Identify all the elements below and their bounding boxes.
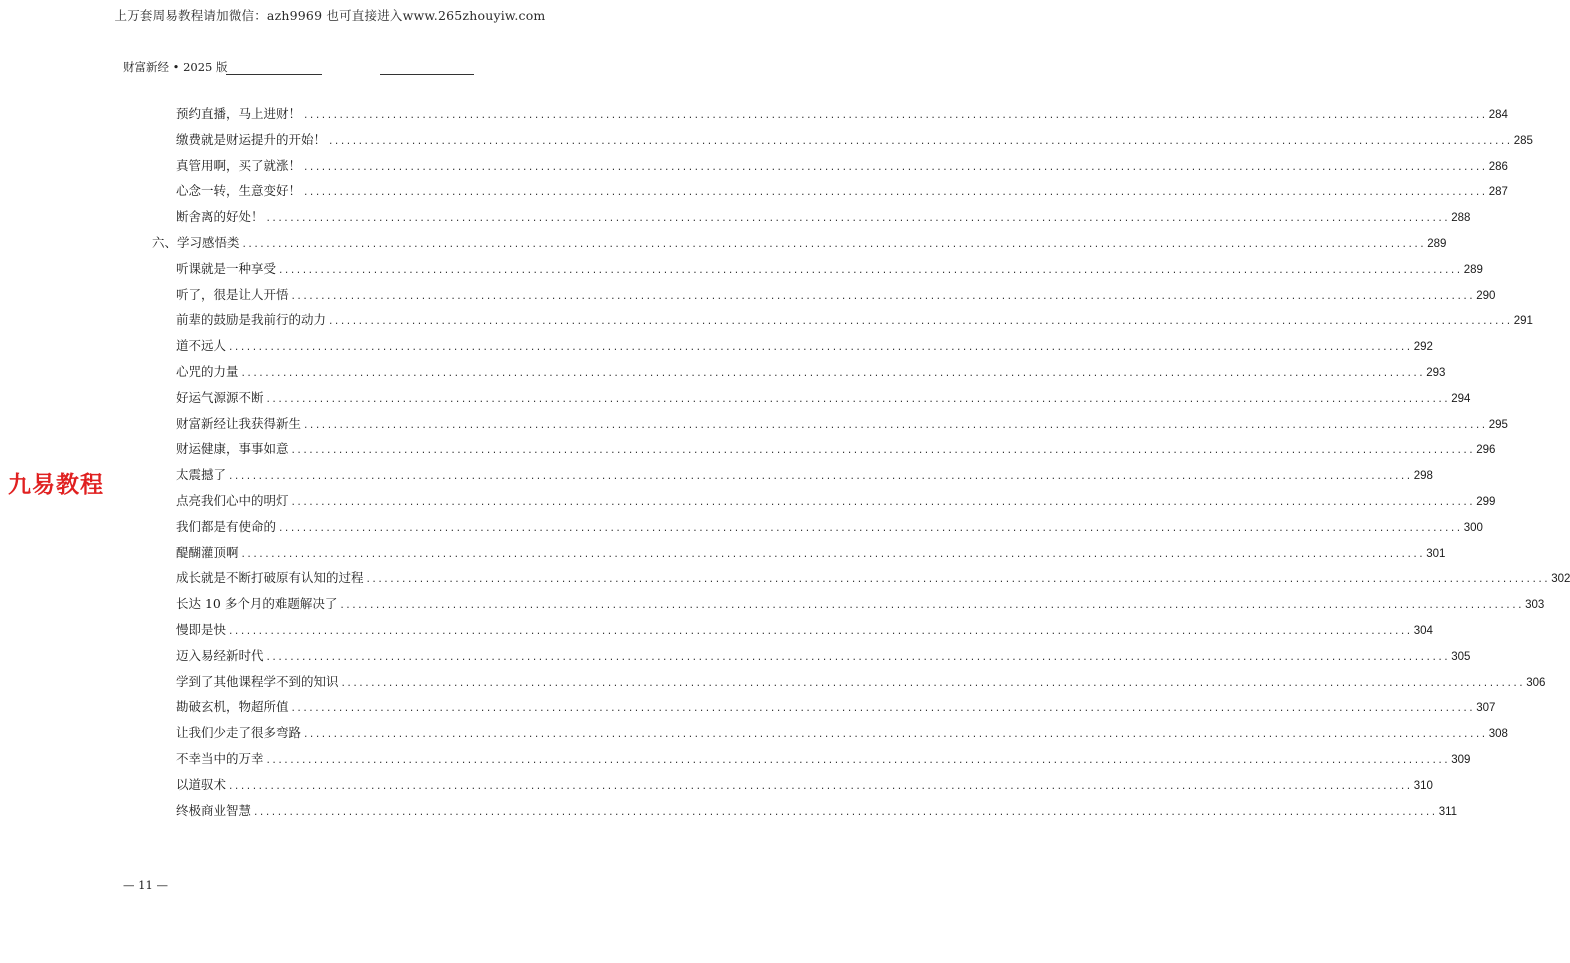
toc-leader-dots: ........................................................................................................................................................................................................ xyxy=(228,782,1412,792)
toc-entry xyxy=(176,209,1471,225)
toc-leader-dots: ........................................................................................................................................................................................................ xyxy=(265,214,1450,224)
toc-entry-page: 292 xyxy=(1413,341,1433,353)
toc-leader-dots: ........................................................................................................................................................................................................ xyxy=(365,575,1550,585)
toc-entry-page: 286 xyxy=(1488,161,1508,173)
toc-entry-title: 心念一转，生意变好！ xyxy=(176,183,302,198)
toc-entry-page: 290 xyxy=(1476,290,1496,302)
toc-entry-page: 284 xyxy=(1488,109,1508,121)
toc-entry-page: 304 xyxy=(1413,625,1433,637)
toc-entry-page: 307 xyxy=(1476,702,1496,714)
toc-entry xyxy=(176,441,1496,457)
toc-leader-dots: ........................................................................................................................................................................................................ xyxy=(303,111,1487,121)
toc-entry-title: 迈入易经新时代 xyxy=(176,648,264,663)
toc-entry-title: 缴费就是财运提升的开始！ xyxy=(176,132,327,147)
toc-leader-dots: ........................................................................................................................................................................................................ xyxy=(290,446,1475,456)
toc-entry-title: 学到了其他课程学不到的知识 xyxy=(176,674,339,689)
toc-entry xyxy=(176,183,1508,199)
toc-entry-title: 听课就是一种享受 xyxy=(176,261,277,276)
toc-entry-title: 终极商业智慧 xyxy=(176,803,252,818)
toc-entry-title: 醍醐灌顶啊 xyxy=(176,545,239,560)
header-rule-right xyxy=(380,74,474,75)
toc-entry-page: 289 xyxy=(1463,264,1483,276)
toc-entry-title: 太震撼了 xyxy=(176,467,227,482)
toc-section-heading xyxy=(152,235,1447,251)
toc-leader-dots: ........................................................................................................................................................................................................ xyxy=(253,808,1437,818)
toc-leader-dots: ........................................................................................................................................................................................................ xyxy=(278,524,1462,534)
toc-entry-title: 勘破玄机，物超所值 xyxy=(176,699,289,714)
toc-entry-title: 心咒的力量 xyxy=(176,364,239,379)
toc-entry xyxy=(176,338,1433,354)
toc-entry-page: 285 xyxy=(1513,135,1533,147)
toc-entry-page: 302 xyxy=(1551,573,1570,585)
toc-entry-page: 299 xyxy=(1476,496,1496,508)
toc-entry xyxy=(176,596,1545,612)
toc-leader-dots: ........................................................................................................................................................................................................ xyxy=(339,601,1524,611)
toc-leader-dots: ........................................................................................................................................................................................................ xyxy=(241,240,1426,250)
toc-leader-dots: ........................................................................................................................................................................................................ xyxy=(290,292,1475,302)
toc-entry-title: 我们都是有使命的 xyxy=(176,519,277,534)
page-number: — 11 — xyxy=(123,878,168,892)
toc-leader-dots: ........................................................................................................................................................................................................ xyxy=(303,163,1487,173)
toc-entry xyxy=(176,674,1546,690)
toc-entry xyxy=(176,312,1533,328)
toc-entry xyxy=(176,287,1496,303)
toc-entry-page: 293 xyxy=(1426,367,1446,379)
toc-entry xyxy=(176,622,1433,638)
toc-entry-title: 让我们少走了很多弯路 xyxy=(176,725,302,740)
toc-entry-title: 财运健康，事事如意 xyxy=(176,441,289,456)
toc-entry xyxy=(176,261,1483,277)
toc-entry xyxy=(176,777,1433,793)
toc-entry xyxy=(176,751,1471,767)
toc-leader-dots: ........................................................................................................................................................................................................ xyxy=(265,756,1450,766)
toc-leader-dots: ........................................................................................................................................................................................................ xyxy=(303,421,1487,431)
toc-entry-page: 300 xyxy=(1463,522,1483,534)
toc-entry-title: 成长就是不断打破原有认知的过程 xyxy=(176,570,364,585)
toc-entry-page: 306 xyxy=(1526,677,1546,689)
toc-entry-title: 长达 10 多个月的难题解决了 xyxy=(176,596,338,611)
toc-entry xyxy=(176,493,1496,509)
toc-entry-title: 前辈的鼓励是我前行的动力 xyxy=(176,312,327,327)
toc-entry xyxy=(176,519,1483,535)
side-logo: 九易教程 xyxy=(8,472,104,498)
toc-entry-title: 听了，很是让人开悟 xyxy=(176,287,289,302)
toc-entry-page: 288 xyxy=(1451,212,1471,224)
toc-entry xyxy=(176,570,1570,586)
toc-leader-dots: ........................................................................................................................................................................................................ xyxy=(228,627,1412,637)
toc-leader-dots: ........................................................................................................................................................................................................ xyxy=(290,704,1475,714)
toc-entry-page: 296 xyxy=(1476,444,1496,456)
toc-entry xyxy=(176,364,1446,380)
toc-entry xyxy=(176,390,1471,406)
book-header: 财富新经 • 2025 版 xyxy=(123,60,228,74)
toc-entry-title: 六、学习感悟类 xyxy=(152,235,240,250)
toc-leader-dots: ........................................................................................................................................................................................................ xyxy=(240,550,1425,560)
toc-entry xyxy=(176,545,1446,561)
toc-leader-dots: ........................................................................................................................................................................................................ xyxy=(303,730,1487,740)
toc-entry-page: 310 xyxy=(1413,780,1433,792)
toc-entry xyxy=(176,132,1533,148)
toc-entry-title: 财富新经让我获得新生 xyxy=(176,416,302,431)
toc-entry-title: 预约直播，马上进财！ xyxy=(176,106,302,121)
toc-entry-page: 308 xyxy=(1488,728,1508,740)
toc-entry-title: 慢即是快 xyxy=(176,622,227,637)
toc-entry-page: 303 xyxy=(1525,599,1545,611)
toc-entry xyxy=(176,803,1458,819)
toc-entry xyxy=(176,699,1496,715)
toc-entry-page: 301 xyxy=(1426,548,1446,560)
toc-entry-page: 294 xyxy=(1451,393,1471,405)
toc-entry-title: 道不远人 xyxy=(176,338,227,353)
watermark-banner: 上万套周易教程请加微信：azh9969 也可直接进入www.265zhouyiw.com xyxy=(114,8,546,23)
toc-entry-title: 断舍离的好处！ xyxy=(176,209,264,224)
toc-leader-dots: ........................................................................................................................................................................................................ xyxy=(328,137,1512,147)
toc-entry-page: 289 xyxy=(1427,238,1447,250)
toc-leader-dots: ........................................................................................................................................................................................................ xyxy=(240,369,1425,379)
toc-entry xyxy=(176,467,1433,483)
toc-entry-page: 311 xyxy=(1438,806,1458,818)
toc-entry-page: 305 xyxy=(1451,651,1471,663)
toc-leader-dots: ........................................................................................................................................................................................................ xyxy=(303,188,1487,198)
toc-entry-title: 真管用啊，买了就涨！ xyxy=(176,158,302,173)
toc-entry-title: 点亮我们心中的明灯 xyxy=(176,493,289,508)
toc-leader-dots: ........................................................................................................................................................................................................ xyxy=(265,395,1450,405)
toc-entry xyxy=(176,416,1508,432)
toc-entry xyxy=(176,158,1508,174)
toc-leader-dots: ........................................................................................................................................................................................................ xyxy=(228,472,1412,482)
toc-leader-dots: ........................................................................................................................................................................................................ xyxy=(340,679,1525,689)
toc-entry xyxy=(176,648,1471,664)
header-rule-left xyxy=(226,74,322,75)
toc-leader-dots: ........................................................................................................................................................................................................ xyxy=(290,498,1475,508)
toc-entry-title: 不幸当中的万幸 xyxy=(176,751,264,766)
toc-leader-dots: ........................................................................................................................................................................................................ xyxy=(265,653,1450,663)
toc-leader-dots: ........................................................................................................................................................................................................ xyxy=(278,266,1462,276)
toc-entry xyxy=(176,725,1508,741)
toc-entry-page: 309 xyxy=(1451,754,1471,766)
toc-entry-title: 好运气源源不断 xyxy=(176,390,264,405)
toc-entry xyxy=(176,106,1508,122)
toc-entry-page: 298 xyxy=(1413,470,1433,482)
toc-entry-page: 287 xyxy=(1488,186,1508,198)
toc-entry-page: 295 xyxy=(1488,419,1508,431)
toc-entry-page: 291 xyxy=(1513,315,1533,327)
toc-leader-dots: ........................................................................................................................................................................................................ xyxy=(228,343,1412,353)
toc-entry-title: 以道驭术 xyxy=(176,777,227,792)
toc-leader-dots: ........................................................................................................................................................................................................ xyxy=(328,317,1512,327)
